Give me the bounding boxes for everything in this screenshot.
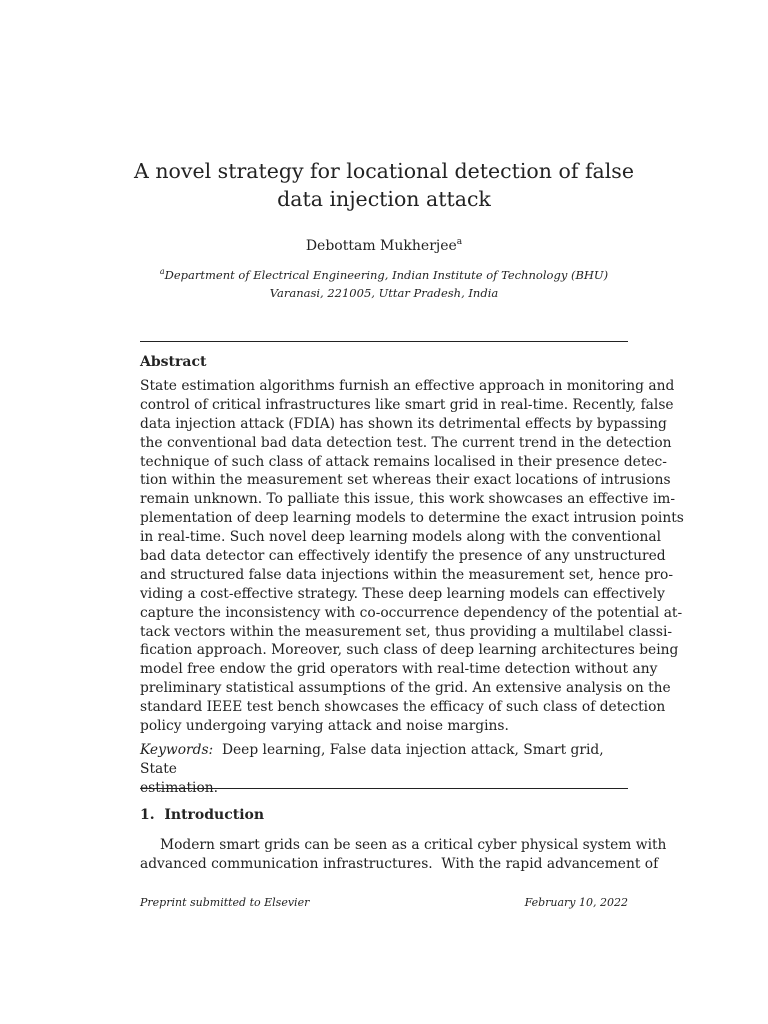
affiliation-line-2: Varanasi, 221005, Uttar Pradesh, India xyxy=(269,286,499,300)
abstract-line: in real-time. Such novel deep learning models along with the conventional xyxy=(140,529,662,546)
abstract-line: remain unknown. To palliate this issue, this work showcases an effective im- xyxy=(140,491,676,508)
keywords xyxy=(140,741,628,798)
abstract-line: data injection attack (FDIA) has shown its detrimental effects by bypassing xyxy=(140,415,667,432)
introduction-heading: 1. Introduction xyxy=(140,807,265,823)
introduction-line: advanced communication infrastructures. With the rapid advancement of xyxy=(140,856,659,872)
abstract-bottom-rule xyxy=(140,788,628,789)
keywords-line-2: estimation. xyxy=(140,780,219,796)
abstract-heading: Abstract xyxy=(140,354,207,370)
abstract-line: bad data detector can effectively identify the presence of any unstructured xyxy=(140,548,666,565)
footer-preprint-note: Preprint submitted to Elsevier xyxy=(140,896,310,909)
author-name: Debottam Mukherjee xyxy=(305,238,457,254)
affiliation-line-1 xyxy=(140,263,628,284)
abstract-line: technique of such class of attack remains localised in their presence detec- xyxy=(140,453,667,470)
abstract-line: and structured false data injections within the measurement set, hence pro- xyxy=(140,566,673,583)
introduction-line: Modern smart grids can be seen as a critical cyber physical system with xyxy=(160,837,667,853)
abstract-line: fication approach. Moreover, such class of deep learning architectures being xyxy=(140,642,679,659)
keywords-label: Keywords: xyxy=(140,742,214,758)
footer-date: February 10, 2022 xyxy=(524,896,628,909)
abstract-line: the conventional bad data detection test. The current trend in the detection xyxy=(140,434,672,451)
keywords-line-1 xyxy=(140,741,628,779)
abstract-line: preliminary statistical assumptions of the grid. An extensive analysis on the xyxy=(140,680,671,697)
paper-title: A novel strategy for locational detection of false data injection attack xyxy=(134,159,634,211)
abstract-line: capture the inconsistency with co-occurrence dependency of the potential at- xyxy=(140,604,683,621)
abstract-line: standard IEEE test bench showcases the efficacy of such class of detection xyxy=(140,699,666,716)
affiliation xyxy=(140,263,628,302)
abstract-line: viding a cost-effective strategy. These deep learning models can effectively xyxy=(140,585,665,602)
affiliation-mark: a xyxy=(159,267,165,276)
abstract-line: State estimation algorithms furnish an effective approach in monitoring and xyxy=(140,378,675,394)
keywords-text-1: Deep learning, False data injection attack, Smart grid, State xyxy=(140,742,604,777)
abstract-body xyxy=(140,377,684,736)
abstract-line: tack vectors within the measurement set, thus providing a multilabel classi- xyxy=(140,623,673,640)
author-affiliation-mark: a xyxy=(456,237,463,247)
abstract-top-rule xyxy=(140,341,628,342)
abstract-line: plementation of deep learning models to determine the exact intrusion points xyxy=(140,510,684,527)
abstract-line: model free endow the grid operators with real-time detection without any xyxy=(140,661,658,678)
abstract-line: tion within the measurement set whereas their exact locations of intrusions xyxy=(140,472,671,489)
affiliation-text-1: Department of Electrical Engineering, Indian Institute of Technology (BHU) xyxy=(164,268,609,282)
introduction-body xyxy=(140,836,667,874)
author-line xyxy=(0,233,768,255)
abstract-line: control of critical infrastructures like smart grid in real-time. Recently, false xyxy=(140,396,674,413)
abstract-line: policy undergoing varying attack and noise margins. xyxy=(140,718,509,735)
